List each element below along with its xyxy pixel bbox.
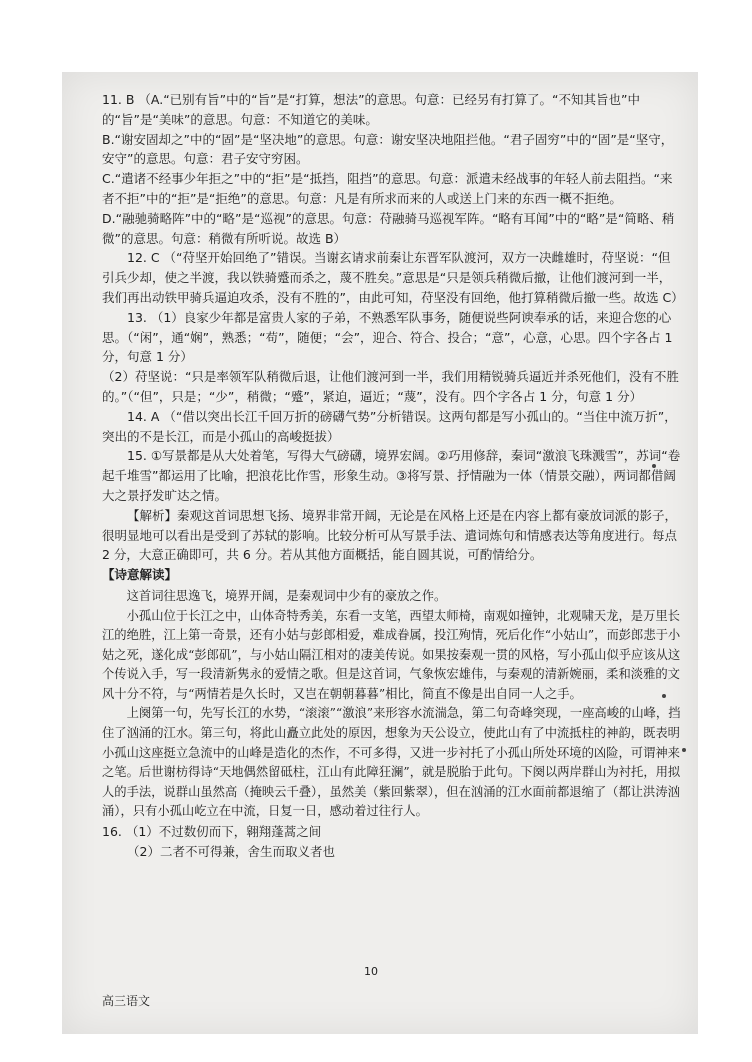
- answer-16-2: （2）二者不可得兼，舍生而取义者也: [127, 843, 335, 859]
- answer-11-a: 11. B （A.“已别有旨”中的“旨”是“打算，想法”的意思。句意：已经另有打算了。“不知其旨也”中的“旨”是“美味”的意思。句意：不知道它的美味。: [102, 92, 641, 127]
- answer-12: 12. C （“苻坚开始回绝了”错误。当谢玄请求前秦让东晋军队渡河，双方一决雌雄时，苻坚说：“但引兵少却，使之半渡，我以铁骑蹙而杀之，蔑不胜矣。”意思是“只是领兵稍微后撤，让他们渡河到一半，我们再出动铁甲骑兵逼迫攻杀，没有不胜的”，由此可知，苻坚没有回绝，他打算稍微后撤一些。故选 C）: [102, 250, 684, 305]
- answer-content: [102, 90, 682, 862]
- document-page: [62, 72, 698, 1034]
- essay-paragraph-2: 小孤山位于长江之中，山体奇特秀美，东看一支笔，西望太师椅，南观如撞钟，北观啸天龙，是万里长江的绝胜，江上第一奇景，还有小姑与彭郎相爱，难成眷属，投江殉情，死后化作“小姑山”，而彭郎悲于小姑之死，遂化成“彭郎矶”，与小姑山隔江相对的凄美传说。如果按秦观一贯的风格，写小孤山似乎应该从这个传说入手，写一段清新隽永的爱情之歌。但是这首词，气象恢宏雄伟，与秦观的清新婉丽，柔和淡雅的文风十分不符，与“两情若是久长时，又岂在朝朝暮暮”相比，简直不像是出自同一人之手。: [102, 608, 681, 701]
- answer-16-1: 16. （1）不过数仞而下，翱翔蓬蒿之间: [102, 824, 322, 840]
- answer-13-2: （2）苻坚说：“只是率领军队稍微后退，让他们渡河到一半，我们用精锐骑兵逼近并杀死他们，没有不胜的。”（“但”，只是；“少”，稍微；“蹙”，紧迫，逼近；“蔑”，没有。四个字各占 1 分，句意 1 分）: [102, 369, 679, 404]
- answer-11-c: C.“遣诸不经事少年拒之”中的“拒”是“抵挡，阻挡”的意思。句意：派遣未经战事的年轻人前去阻挡。“来者不拒”中的“拒”是“拒绝”的意思。句意：凡是有所求而来的人或送上门来的东西一概不拒绝。: [102, 171, 673, 206]
- poem-interpretation-essay: [102, 587, 682, 822]
- essay-paragraph-3: 上阕第一句，先写长江的水势，“滚滚”“激浪”来形容水流湍急，第二句奇峰突现，一座高峻的山峰，挡住了汹涌的江水。第三句，将此山矗立此处的原因，想象为天公设立，使此山有了中流抵柱的神韵，既表明小孤山这座挺立急流中的山峰是造化的杰作，不可多得，又进一步衬托了小孤山所处环境的凶险，可谓神来之笔。后世谢枋得诗“天地偶然留砥柱，江山有此障狂澜”，就是脱胎于此句。下阕以两岸群山为衬托，用拟人的手法，说群山虽然高（掩映云千叠），虽然美（紫回紫翠），但在汹涌的江水面前都退缩了（都让洪涛汹涌），只有小孤山屹立在中流，日复一日，感动着过往行人。: [102, 706, 681, 819]
- poem-interpretation-heading: 【诗意解读】: [102, 567, 178, 583]
- answer-13-1: 13. （1）良家少年都是富贵人家的子弟，不熟悉军队事务，随便说些阿谀奉承的话，来迎合您的心思。（“闲”，通“娴”，熟悉；“苟”，随便；“会”，迎合、符合、投合；“意”，心意，心思。四个字各占 1 分，句意 1 分）: [102, 309, 673, 365]
- answer-15: 15. ①写景都是从大处着笔，写得大气磅礴，境界宏阔。②巧用修辞，秦词“激浪飞珠溅雪”，苏词“卷起千堆雪”都运用了比喻，把浪花比作雪，形象生动。③将写景、抒情融为一体（情景交融），两词都借阔大之景抒发旷达之情。: [102, 448, 681, 503]
- speck-mark: [662, 694, 666, 698]
- footer-subject: 高三语文: [102, 994, 151, 1008]
- answer-11-d: D.“融驰骑略阵”中的“略”是“巡视”的意思。句意：苻融骑马巡视军阵。“略有耳闻”中的“略”是“简略、稍微”的意思。句意：稍微有所听说。故选 B）: [102, 210, 675, 246]
- answer-14: 14. A （“借以突出长江千回万折的磅礴气势”分析错误。这两句都是写小孤山的。“当住中流万折”，突出的不是长江，而是小孤山的高峻挺拔）: [102, 408, 677, 444]
- essay-paragraph-1: 这首词往思逸飞，境界开阔，是秦观词中少有的豪放之作。: [126, 588, 447, 603]
- speck-mark: [652, 464, 656, 468]
- page-number: 10: [364, 965, 378, 978]
- speck-mark: [682, 748, 686, 752]
- answer-11-b: B.“谢安固却之”中的“固”是“坚决地”的意思。句意：谢安坚决地阻拦他。“君子固穷”中的“固”是“坚守，安守”的意思。句意：君子安守穷困。: [102, 131, 674, 167]
- analysis-paragraph: 【解析】秦观这首词思想飞扬、境界非常开阔，无论是在风格上还是在内容上都有豪放词派的影子，很明显地可以看出是受到了苏轼的影响。比较分析可从写景手法、遣词炼句和情感表达等角度进行。每点 2 分，大意正确即可，共 6 分。若从其他方面概括，能自圆其说，可酌情给分。: [102, 507, 678, 563]
